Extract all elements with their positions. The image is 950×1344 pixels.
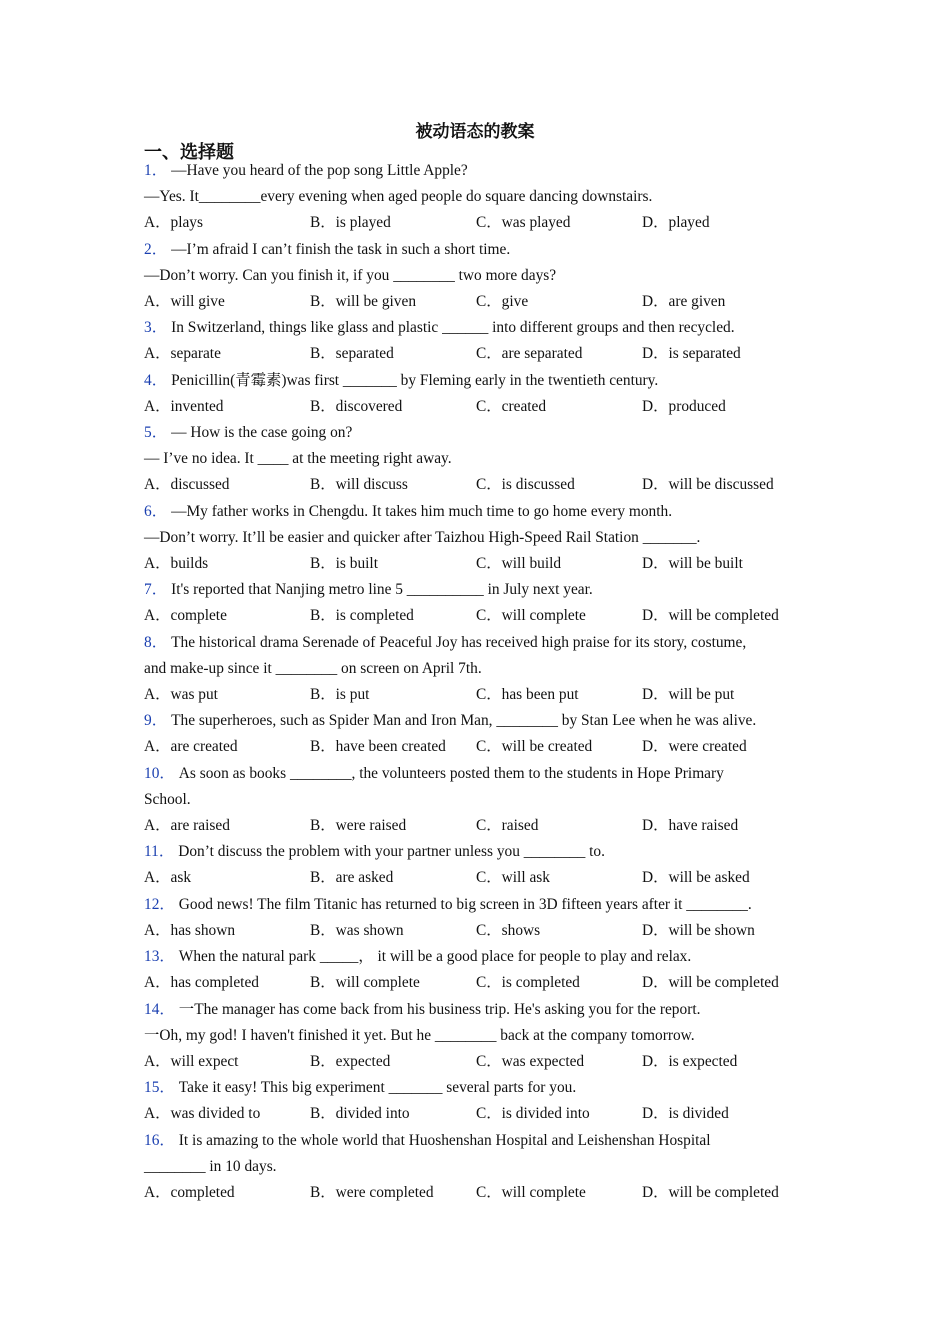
question-number: 13． (144, 948, 175, 965)
question-text: Take it easy! This big experiment _______ several parts for you. (178, 1079, 577, 1096)
question-stem-line (144, 446, 814, 472)
answer-options (144, 289, 814, 316)
answer-options (144, 734, 814, 761)
question-text: It's reported that Nanjing metro line 5 __________ in July next year. (171, 581, 593, 598)
answer-option-a[interactable]: A．complete (144, 607, 227, 624)
question-15 (144, 1075, 814, 1128)
question-stem-line (144, 1075, 814, 1101)
answer-option-a[interactable]: A．has completed (144, 974, 259, 991)
answer-option-a[interactable]: A．are created (144, 738, 238, 755)
answer-option-b[interactable]: B．is put (310, 685, 370, 703)
answer-option-b[interactable]: B．were raised (310, 816, 407, 834)
answer-option-d[interactable]: D．will be shown (642, 921, 755, 939)
answer-option-a[interactable]: A．ask (144, 869, 192, 886)
answer-option-c[interactable]: C．are separated (476, 345, 583, 362)
answer-option-c[interactable]: C．was played (476, 214, 571, 231)
question-1 (144, 158, 814, 237)
question-number: 7． (144, 581, 168, 598)
question-stem-line (144, 1154, 814, 1180)
answer-option-d[interactable]: D．is separated (642, 345, 741, 362)
question-text: Penicillin(青霉素)was first _______ by Fleming early in the twentieth century. (171, 371, 659, 389)
answer-option-c[interactable]: C．will build (476, 554, 562, 572)
answer-option-a[interactable]: A．has shown (144, 921, 236, 939)
answer-option-c[interactable]: C．will ask (476, 869, 550, 886)
answer-option-a[interactable]: A．separate (144, 345, 221, 362)
question-text: When the natural park _____， it will be a good place for people to play and relax. (178, 948, 692, 965)
answer-option-a[interactable]: A．was divided to (144, 1105, 261, 1122)
question-8 (144, 630, 814, 709)
answer-option-d[interactable]: D．will be completed (642, 974, 779, 991)
question-text: —Have you heard of the pop song Little Apple? (171, 162, 468, 179)
question-number: 6． (144, 502, 168, 520)
question-stem-line (144, 630, 814, 656)
answer-options (144, 472, 814, 499)
question-stem-line (144, 420, 814, 446)
answer-option-d[interactable]: D．will be put (642, 685, 735, 703)
question-3 (144, 315, 814, 368)
question-text: Don’t discuss the problem with your partner unless you ________ to. (178, 843, 605, 860)
answer-option-c[interactable]: C．shows (476, 921, 541, 939)
answer-option-c[interactable]: C．will be created (476, 738, 593, 755)
answer-option-c[interactable]: C．raised (476, 816, 539, 834)
question-stem-line (144, 577, 814, 603)
answer-option-b[interactable]: B．will discuss (310, 476, 408, 493)
answer-options (144, 1180, 814, 1207)
question-7 (144, 577, 814, 630)
answer-option-a[interactable]: A．are raised (144, 816, 230, 834)
question-14 (144, 997, 814, 1076)
answer-options (144, 341, 814, 368)
answer-option-d[interactable]: D．is divided (642, 1105, 729, 1122)
answer-options (144, 918, 814, 945)
question-text: —Don’t worry. It’ll be easier and quicker after Taizhou High-Speed Rail Station _______. (144, 528, 701, 546)
question-stem-line (144, 839, 814, 865)
answer-options (144, 1101, 814, 1128)
question-number: 14． (144, 1000, 175, 1018)
answer-option-b[interactable]: B．are asked (310, 869, 394, 886)
question-stem-line (144, 315, 814, 341)
answer-options (144, 1049, 814, 1076)
question-stem-line (144, 761, 814, 787)
answer-option-d[interactable]: D．played (642, 214, 710, 231)
answer-options (144, 551, 814, 578)
answer-option-d[interactable]: D．have raised (642, 816, 739, 834)
answer-option-b[interactable]: B．expected (310, 1052, 391, 1070)
answer-option-b[interactable]: B．discovered (310, 397, 403, 415)
question-stem-line (144, 263, 814, 289)
question-text: — How is the case going on? (171, 424, 353, 441)
section-heading: 一、选择题 (144, 142, 234, 162)
question-stem-line (144, 237, 814, 263)
question-text: —I’m afraid I can’t finish the task in such a short time. (171, 240, 511, 258)
question-stem-line (144, 944, 814, 970)
question-text: Good news! The film Titanic has returned to big screen in 3D fifteen years after it ________. (178, 895, 752, 913)
answer-option-a[interactable]: A．will expect (144, 1052, 239, 1070)
answer-option-b[interactable]: B．divided into (310, 1105, 410, 1122)
question-number: 1． (144, 162, 168, 179)
question-number: 8． (144, 633, 168, 651)
answer-option-d[interactable]: D．will be discussed (642, 476, 774, 493)
question-text: In Switzerland, things like glass and plastic ______ into different groups and then recycled. (171, 319, 735, 336)
question-stem-line (144, 787, 814, 813)
question-number: 4． (144, 371, 168, 389)
question-stem-line (144, 368, 814, 394)
answer-option-c[interactable]: C．was expected (476, 1052, 585, 1070)
answer-option-c[interactable]: C．will complete (476, 607, 586, 624)
answer-option-b[interactable]: B．have been created (310, 738, 446, 755)
answer-option-c[interactable]: C．give (476, 292, 529, 310)
answer-options (144, 603, 814, 630)
answer-option-b[interactable]: B．was shown (310, 921, 404, 939)
question-16 (144, 1128, 814, 1207)
answer-options (144, 865, 814, 892)
answer-option-b[interactable]: B．is built (310, 554, 378, 572)
answer-option-b[interactable]: B．is played (310, 214, 391, 231)
answer-option-c[interactable]: C．is completed (476, 974, 580, 991)
question-12 (144, 892, 814, 945)
question-stem-line (144, 525, 814, 551)
question-9 (144, 708, 814, 761)
answer-option-a[interactable]: A．invented (144, 397, 224, 415)
question-6 (144, 499, 814, 578)
question-2 (144, 237, 814, 316)
question-number: 12． (144, 895, 175, 913)
answer-options (144, 970, 814, 997)
answer-option-d[interactable]: D．will be completed (642, 1183, 779, 1201)
answer-option-c[interactable]: C．created (476, 397, 547, 415)
answer-option-d[interactable]: D．produced (642, 397, 726, 415)
answer-option-a[interactable]: A．discussed (144, 476, 230, 493)
answer-options (144, 813, 814, 840)
question-number: 15． (144, 1079, 175, 1096)
answer-option-a[interactable]: A．completed (144, 1183, 235, 1201)
answer-option-b[interactable]: B．were completed (310, 1183, 434, 1201)
question-stem-line (144, 158, 814, 184)
answer-option-d[interactable]: D．will be completed (642, 607, 779, 624)
question-number: 9． (144, 712, 168, 729)
question-number: 16． (144, 1131, 175, 1149)
question-text: —Don’t worry. Can you finish it, if you ________ two more days? (144, 266, 557, 284)
question-number: 11． (144, 843, 175, 860)
answer-option-c[interactable]: C．is discussed (476, 476, 575, 493)
question-stem-line (144, 656, 814, 682)
page-title: 被动语态的教案 (415, 122, 535, 141)
answer-option-a[interactable]: A．was put (144, 685, 218, 703)
answer-option-d[interactable]: D．is expected (642, 1052, 738, 1070)
answer-option-c[interactable]: C．will complete (476, 1183, 586, 1201)
question-10 (144, 761, 814, 840)
answer-option-b[interactable]: B．separated (310, 345, 394, 362)
question-text: It is amazing to the whole world that Huoshenshan Hospital and Leishenshan Hospital (178, 1131, 711, 1149)
question-text: ________ in 10 days. (144, 1157, 277, 1175)
question-number: 10． (144, 764, 175, 782)
question-stem-line (144, 892, 814, 918)
question-text: School. (144, 790, 191, 808)
question-list (144, 158, 814, 1206)
question-5 (144, 420, 814, 499)
question-4 (144, 368, 814, 421)
answer-option-a[interactable]: A．plays (144, 214, 203, 231)
question-text: and make-up since it ________ on screen on April 7th. (144, 659, 482, 677)
question-number: 5． (144, 424, 168, 441)
question-stem-line (144, 1128, 814, 1154)
question-stem-line (144, 997, 814, 1023)
answer-options (144, 682, 814, 709)
question-text: — I’ve no idea. It ____ at the meeting right away. (144, 450, 452, 467)
question-stem-line (144, 499, 814, 525)
answer-options (144, 210, 814, 237)
question-text: 一The manager has come back from his business trip. He's asking you for the report. (178, 1000, 701, 1018)
answer-option-d[interactable]: D．are given (642, 292, 726, 310)
question-text: The superheroes, such as Spider Man and Iron Man, ________ by Stan Lee when he was alive. (171, 712, 757, 729)
answer-option-d[interactable]: D．will be built (642, 554, 743, 572)
question-text: 一Oh, my god! I haven't finished it yet. But he ________ back at the company tomorrow. (144, 1026, 695, 1044)
question-11 (144, 839, 814, 892)
question-number: 2． (144, 240, 168, 258)
answer-option-b[interactable]: B．will complete (310, 974, 420, 991)
answer-option-d[interactable]: D．will be asked (642, 869, 750, 886)
answer-option-a[interactable]: A．will give (144, 292, 225, 310)
answer-option-b[interactable]: B．will be given (310, 292, 417, 310)
answer-option-d[interactable]: D．were created (642, 738, 747, 755)
answer-options (144, 394, 814, 421)
question-number: 3． (144, 319, 168, 336)
question-text: —My father works in Chengdu. It takes him much time to go home every month. (171, 502, 673, 520)
question-stem-line (144, 1023, 814, 1049)
answer-option-c[interactable]: C．is divided into (476, 1105, 590, 1122)
answer-option-a[interactable]: A．builds (144, 554, 209, 572)
question-text: —Yes. It________every evening when aged people do square dancing downstairs. (144, 188, 653, 205)
answer-option-c[interactable]: C．has been put (476, 685, 579, 703)
question-text: The historical drama Serenade of Peaceful Joy has received high praise for its story, costume, (171, 633, 747, 651)
answer-option-b[interactable]: B．is completed (310, 607, 414, 624)
question-stem-line (144, 708, 814, 734)
question-13 (144, 944, 814, 997)
question-stem-line (144, 184, 814, 210)
question-text: As soon as books ________, the volunteers posted them to the students in Hope Primary (178, 764, 724, 782)
